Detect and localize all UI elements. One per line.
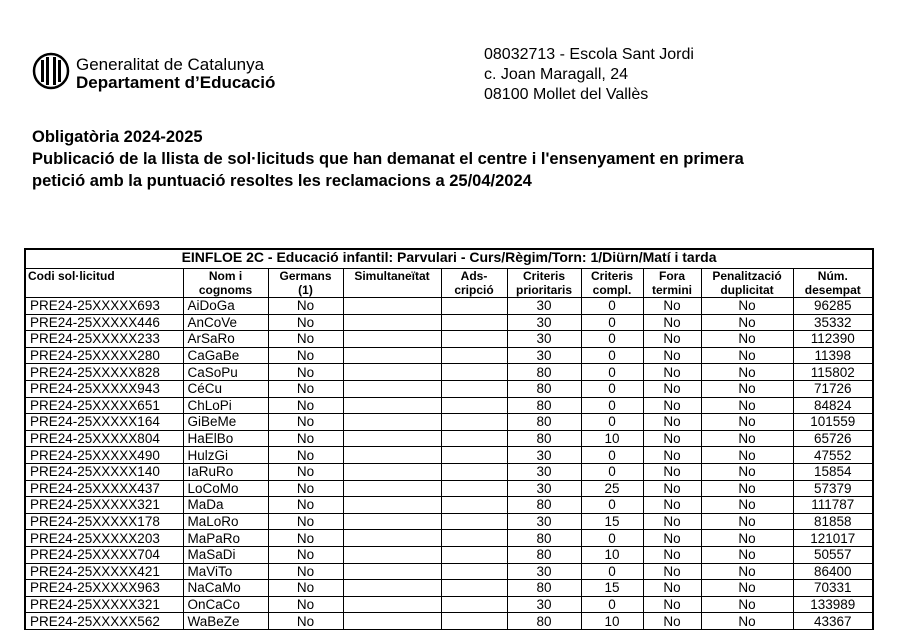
col-criteris-compl-cell: 0 xyxy=(581,298,643,315)
col-fora-termini-cell: No xyxy=(643,613,701,630)
col-nom-cell: HulzGi xyxy=(183,447,268,464)
col-simultaneitat-cell xyxy=(343,613,441,630)
col-penalitzacio-cell: No xyxy=(701,364,793,381)
table-body xyxy=(25,298,873,630)
col-criteris-compl-cell: 0 xyxy=(581,314,643,331)
table-row xyxy=(25,497,873,514)
col-penalitzacio-cell: No xyxy=(701,613,793,630)
col-penalitzacio-cell: No xyxy=(701,397,793,414)
col-adscripcio-cell xyxy=(441,613,507,630)
col-germans-header xyxy=(268,269,343,298)
col-penalitzacio-cell: No xyxy=(701,314,793,331)
col-adscripcio-cell xyxy=(441,298,507,315)
col-criteris-prioritaris-cell: 80 xyxy=(507,430,581,447)
col-fora-termini-cell: No xyxy=(643,314,701,331)
col-criteris-prioritaris-cell: 80 xyxy=(507,497,581,514)
col-fora-termini-cell: No xyxy=(643,463,701,480)
document-heading xyxy=(32,126,744,192)
col-fora-termini-cell: No xyxy=(643,513,701,530)
col-adscripcio-cell xyxy=(441,414,507,431)
col-num-desempat-cell: 57379 xyxy=(793,480,873,497)
col-germans-cell: No xyxy=(268,497,343,514)
col-criteris-compl-cell: 0 xyxy=(581,414,643,431)
org-line-1: Generalitat de Catalunya xyxy=(76,55,265,74)
org-line-2: Departament d’Educació xyxy=(76,73,276,92)
col-germans-cell: No xyxy=(268,596,343,613)
col-criteris-compl-cell: 15 xyxy=(581,580,643,597)
col-criteris-compl-cell: 0 xyxy=(581,331,643,348)
table-row xyxy=(25,364,873,381)
col-criteris-compl-cell: 15 xyxy=(581,513,643,530)
col-codi-cell: PRE24-25XXXXX437 xyxy=(25,480,183,497)
col-fora-termini-cell: No xyxy=(643,546,701,563)
col-germans-cell: No xyxy=(268,397,343,414)
col-germans-cell: No xyxy=(268,414,343,431)
col-germans-cell: No xyxy=(268,314,343,331)
col-criteris-prioritaris-cell: 30 xyxy=(507,513,581,530)
col-simultaneitat-cell xyxy=(343,546,441,563)
col-adscripcio-cell xyxy=(441,331,507,348)
col-germans-cell: No xyxy=(268,364,343,381)
col-adscripcio-cell xyxy=(441,347,507,364)
col-germans-cell: No xyxy=(268,513,343,530)
school-line-3: 08100 Mollet del Vallès xyxy=(484,86,649,103)
col-criteris-prioritaris-cell: 80 xyxy=(507,580,581,597)
col-nom-cell: WaBeZe xyxy=(183,613,268,630)
table-row xyxy=(25,480,873,497)
col-num-desempat-cell: 84824 xyxy=(793,397,873,414)
col-codi-cell: PRE24-25XXXXX233 xyxy=(25,331,183,348)
col-germans-cell: No xyxy=(268,447,343,464)
header-label-line-1: Fora xyxy=(658,269,685,283)
col-germans-cell: No xyxy=(268,380,343,397)
col-penalitzacio-cell: No xyxy=(701,347,793,364)
col-adscripcio-cell xyxy=(441,364,507,381)
table-row xyxy=(25,430,873,447)
heading-line-1: Obligatòria 2024-2025 xyxy=(32,128,203,146)
header-label-line-2: duplicitat xyxy=(720,283,774,297)
col-fora-termini-cell: No xyxy=(643,480,701,497)
col-num-desempat-cell: 101559 xyxy=(793,414,873,431)
col-codi-cell: PRE24-25XXXXX943 xyxy=(25,380,183,397)
header-label-line-2: desempat xyxy=(804,283,861,297)
applications-table-container xyxy=(24,248,872,630)
col-nom-cell: MaPaRo xyxy=(183,530,268,547)
col-germans-cell: No xyxy=(268,580,343,597)
col-num-desempat-cell: 35332 xyxy=(793,314,873,331)
col-penalitzacio-header xyxy=(701,269,793,298)
col-simultaneitat-cell xyxy=(343,298,441,315)
col-simultaneitat-cell xyxy=(343,563,441,580)
col-criteris-prioritaris-cell: 30 xyxy=(507,298,581,315)
col-num-desempat-cell: 70331 xyxy=(793,580,873,597)
col-nom-cell: MaLoRo xyxy=(183,513,268,530)
col-num-desempat-cell: 112390 xyxy=(793,331,873,348)
col-codi-cell: PRE24-25XXXXX693 xyxy=(25,298,183,315)
col-fora-termini-cell: No xyxy=(643,347,701,364)
school-line-2: c. Joan Maragall, 24 xyxy=(484,66,629,83)
col-codi-cell: PRE24-25XXXXX446 xyxy=(25,314,183,331)
col-simultaneitat-cell xyxy=(343,580,441,597)
col-codi-cell: PRE24-25XXXXX280 xyxy=(25,347,183,364)
col-adscripcio-cell xyxy=(441,314,507,331)
col-fora-termini-cell: No xyxy=(643,447,701,464)
col-penalitzacio-cell: No xyxy=(701,580,793,597)
heading-line-3: petició amb la puntuació resoltes les reclamacions a 25/04/2024 xyxy=(32,172,532,190)
col-num-desempat-cell: 15854 xyxy=(793,463,873,480)
col-criteris-prioritaris-cell: 30 xyxy=(507,596,581,613)
col-simultaneitat-cell xyxy=(343,430,441,447)
col-criteris-prioritaris-cell: 30 xyxy=(507,331,581,348)
col-penalitzacio-cell: No xyxy=(701,546,793,563)
applications-table xyxy=(24,248,874,630)
col-codi-cell: PRE24-25XXXXX651 xyxy=(25,397,183,414)
col-codi-cell: PRE24-25XXXXX164 xyxy=(25,414,183,431)
col-fora-termini-cell: No xyxy=(643,414,701,431)
col-penalitzacio-cell: No xyxy=(701,563,793,580)
table-row xyxy=(25,546,873,563)
col-adscripcio-cell xyxy=(441,563,507,580)
col-germans-cell: No xyxy=(268,331,343,348)
col-nom-cell: MaViTo xyxy=(183,563,268,580)
col-nom-cell: ChLoPi xyxy=(183,397,268,414)
col-adscripcio-cell xyxy=(441,397,507,414)
col-simultaneitat-cell xyxy=(343,497,441,514)
col-adscripcio-cell xyxy=(441,580,507,597)
table-row xyxy=(25,414,873,431)
col-germans-cell: No xyxy=(268,480,343,497)
col-num-desempat-cell: 71726 xyxy=(793,380,873,397)
col-germans-cell: No xyxy=(268,463,343,480)
col-criteris-prioritaris-header xyxy=(507,269,581,298)
header-label-line-1: Penalització xyxy=(712,269,782,283)
col-nom-header xyxy=(183,269,268,298)
col-nom-cell: MaDa xyxy=(183,497,268,514)
header-label-line-1: Ads- xyxy=(460,269,488,283)
col-fora-termini-cell: No xyxy=(643,298,701,315)
col-criteris-compl-cell: 0 xyxy=(581,497,643,514)
col-germans-cell: No xyxy=(268,546,343,563)
col-num-desempat-cell: 133989 xyxy=(793,596,873,613)
table-row xyxy=(25,447,873,464)
col-codi-cell: PRE24-25XXXXX562 xyxy=(25,613,183,630)
header-label-line-2: (1) xyxy=(298,283,313,297)
col-nom-cell: NaCaMo xyxy=(183,580,268,597)
col-adscripcio-cell xyxy=(441,447,507,464)
table-row xyxy=(25,613,873,630)
col-penalitzacio-cell: No xyxy=(701,513,793,530)
col-criteris-prioritaris-cell: 80 xyxy=(507,546,581,563)
header-label-line-1: Criteris xyxy=(590,269,634,283)
col-num-desempat-cell: 111787 xyxy=(793,497,873,514)
col-adscripcio-header xyxy=(441,269,507,298)
col-simultaneitat-cell xyxy=(343,347,441,364)
col-nom-cell: AnCoVe xyxy=(183,314,268,331)
table-header-row xyxy=(25,269,873,298)
col-simultaneitat-cell xyxy=(343,480,441,497)
col-num-desempat-cell: 81858 xyxy=(793,513,873,530)
header-label-line-1: Simultaneïtat xyxy=(354,269,430,283)
col-num-desempat-cell: 47552 xyxy=(793,447,873,464)
col-num-desempat-cell: 50557 xyxy=(793,546,873,563)
col-adscripcio-cell xyxy=(441,480,507,497)
col-penalitzacio-cell: No xyxy=(701,430,793,447)
table-row xyxy=(25,298,873,315)
col-codi-cell: PRE24-25XXXXX963 xyxy=(25,580,183,597)
col-simultaneitat-cell xyxy=(343,331,441,348)
col-nom-cell: LoCoMo xyxy=(183,480,268,497)
col-criteris-compl-cell: 25 xyxy=(581,480,643,497)
header-label-line-2: cripció xyxy=(454,283,494,297)
col-criteris-prioritaris-cell: 30 xyxy=(507,480,581,497)
col-criteris-compl-cell: 0 xyxy=(581,347,643,364)
col-codi-cell: PRE24-25XXXXX321 xyxy=(25,596,183,613)
col-num-desempat-cell: 115802 xyxy=(793,364,873,381)
col-nom-cell: IaRuRo xyxy=(183,463,268,480)
table-row xyxy=(25,563,873,580)
col-criteris-prioritaris-cell: 30 xyxy=(507,314,581,331)
col-criteris-prioritaris-cell: 30 xyxy=(507,463,581,480)
col-criteris-compl-cell: 0 xyxy=(581,380,643,397)
col-criteris-compl-cell: 0 xyxy=(581,596,643,613)
header-label-line-1: Nom i xyxy=(208,269,243,283)
col-simultaneitat-cell xyxy=(343,513,441,530)
col-adscripcio-cell xyxy=(441,380,507,397)
header-label-line-1: Criteris xyxy=(522,269,566,283)
col-fora-termini-cell: No xyxy=(643,580,701,597)
col-penalitzacio-cell: No xyxy=(701,596,793,613)
col-adscripcio-cell xyxy=(441,513,507,530)
col-simultaneitat-cell xyxy=(343,530,441,547)
col-nom-cell: OnCaCo xyxy=(183,596,268,613)
table-row xyxy=(25,380,873,397)
col-num-desempat-cell: 43367 xyxy=(793,613,873,630)
col-penalitzacio-cell: No xyxy=(701,414,793,431)
col-adscripcio-cell xyxy=(441,463,507,480)
col-codi-header xyxy=(25,269,183,298)
header-label-line-2: cognoms xyxy=(198,283,253,297)
col-criteris-prioritaris-cell: 80 xyxy=(507,414,581,431)
col-germans-cell: No xyxy=(268,298,343,315)
col-codi-cell: PRE24-25XXXXX704 xyxy=(25,546,183,563)
col-simultaneitat-cell xyxy=(343,314,441,331)
col-penalitzacio-cell: No xyxy=(701,530,793,547)
col-nom-cell: MaSaDi xyxy=(183,546,268,563)
heading-line-2: Publicació de la llista de sol·licituds que han demanat el centre i l'ensenyament en primera xyxy=(32,150,744,168)
col-criteris-compl-cell: 0 xyxy=(581,530,643,547)
table-row xyxy=(25,314,873,331)
col-nom-cell: GiBeMe xyxy=(183,414,268,431)
col-codi-cell: PRE24-25XXXXX828 xyxy=(25,364,183,381)
col-fora-termini-cell: No xyxy=(643,364,701,381)
col-criteris-prioritaris-cell: 30 xyxy=(507,347,581,364)
col-criteris-prioritaris-cell: 30 xyxy=(507,563,581,580)
col-criteris-prioritaris-cell: 80 xyxy=(507,613,581,630)
col-num-desempat-cell: 11398 xyxy=(793,347,873,364)
col-nom-cell: AiDoGa xyxy=(183,298,268,315)
col-codi-cell: PRE24-25XXXXX321 xyxy=(25,497,183,514)
col-simultaneitat-cell xyxy=(343,463,441,480)
col-adscripcio-cell xyxy=(441,497,507,514)
col-penalitzacio-cell: No xyxy=(701,463,793,480)
col-germans-cell: No xyxy=(268,563,343,580)
col-simultaneitat-cell xyxy=(343,364,441,381)
col-germans-cell: No xyxy=(268,530,343,547)
col-codi-cell: PRE24-25XXXXX804 xyxy=(25,430,183,447)
col-fora-termini-cell: No xyxy=(643,497,701,514)
school-line-1: 08032713 - Escola Sant Jordi xyxy=(484,46,694,63)
col-codi-cell: PRE24-25XXXXX140 xyxy=(25,463,183,480)
col-simultaneitat-cell xyxy=(343,414,441,431)
header-label-line-1: Núm. xyxy=(817,269,848,283)
col-adscripcio-cell xyxy=(441,596,507,613)
header-label-line-2: prioritaris xyxy=(515,283,572,297)
col-fora-termini-cell: No xyxy=(643,380,701,397)
col-adscripcio-cell xyxy=(441,430,507,447)
table-row xyxy=(25,397,873,414)
table-row xyxy=(25,596,873,613)
col-fora-termini-cell: No xyxy=(643,596,701,613)
table-row xyxy=(25,331,873,348)
col-criteris-compl-cell: 0 xyxy=(581,463,643,480)
col-num-desempat-cell: 121017 xyxy=(793,530,873,547)
col-nom-cell: CéCu xyxy=(183,380,268,397)
col-criteris-compl-cell: 0 xyxy=(581,364,643,381)
col-criteris-compl-cell: 10 xyxy=(581,430,643,447)
col-fora-termini-cell: No xyxy=(643,530,701,547)
school-address xyxy=(484,45,694,105)
header-label-line-1: Codi sol·licitud xyxy=(28,269,115,283)
header-label-line-2: termini xyxy=(651,283,692,297)
col-num-desempat-cell: 86400 xyxy=(793,563,873,580)
col-nom-cell: HaElBo xyxy=(183,430,268,447)
col-nom-cell: ArSaRo xyxy=(183,331,268,348)
col-germans-cell: No xyxy=(268,347,343,364)
col-nom-cell: CaSoPu xyxy=(183,364,268,381)
generalitat-logo-icon xyxy=(32,52,70,90)
col-germans-cell: No xyxy=(268,430,343,447)
col-criteris-compl-cell: 10 xyxy=(581,613,643,630)
col-criteris-compl-cell: 0 xyxy=(581,447,643,464)
col-penalitzacio-cell: No xyxy=(701,480,793,497)
col-fora-termini-header xyxy=(643,269,701,298)
col-fora-termini-cell: No xyxy=(643,563,701,580)
col-criteris-prioritaris-cell: 80 xyxy=(507,364,581,381)
col-penalitzacio-cell: No xyxy=(701,331,793,348)
col-penalitzacio-cell: No xyxy=(701,447,793,464)
col-adscripcio-cell xyxy=(441,546,507,563)
col-criteris-prioritaris-cell: 30 xyxy=(507,447,581,464)
col-nom-cell: CaGaBe xyxy=(183,347,268,364)
col-simultaneitat-cell xyxy=(343,447,441,464)
table-row xyxy=(25,530,873,547)
col-fora-termini-cell: No xyxy=(643,430,701,447)
col-penalitzacio-cell: No xyxy=(701,298,793,315)
col-num-desempat-cell: 96285 xyxy=(793,298,873,315)
col-criteris-prioritaris-cell: 80 xyxy=(507,397,581,414)
col-codi-cell: PRE24-25XXXXX203 xyxy=(25,530,183,547)
col-criteris-prioritaris-cell: 80 xyxy=(507,380,581,397)
col-num-desempat-cell: 65726 xyxy=(793,430,873,447)
col-codi-cell: PRE24-25XXXXX421 xyxy=(25,563,183,580)
col-simultaneitat-cell xyxy=(343,397,441,414)
col-criteris-compl-cell: 10 xyxy=(581,546,643,563)
col-criteris-compl-cell: 0 xyxy=(581,397,643,414)
col-penalitzacio-cell: No xyxy=(701,380,793,397)
col-adscripcio-cell xyxy=(441,530,507,547)
table-row xyxy=(25,580,873,597)
col-criteris-prioritaris-cell: 80 xyxy=(507,530,581,547)
col-germans-cell: No xyxy=(268,613,343,630)
col-simultaneitat-cell xyxy=(343,380,441,397)
table-caption: EINFLOE 2C - Educació infantil: Parvulari - Curs/Règim/Torn: 1/Diürn/Matí i tarda xyxy=(25,249,873,269)
col-criteris-compl-header xyxy=(581,269,643,298)
col-fora-termini-cell: No xyxy=(643,397,701,414)
col-criteris-compl-cell: 0 xyxy=(581,563,643,580)
col-simultaneitat-header xyxy=(343,269,441,298)
col-codi-cell: PRE24-25XXXXX178 xyxy=(25,513,183,530)
col-simultaneitat-cell xyxy=(343,596,441,613)
header-label-line-2: compl. xyxy=(592,283,632,297)
table-row xyxy=(25,347,873,364)
col-codi-cell: PRE24-25XXXXX490 xyxy=(25,447,183,464)
table-row xyxy=(25,463,873,480)
col-fora-termini-cell: No xyxy=(643,331,701,348)
organization-name xyxy=(76,56,275,92)
col-num-desempat-header xyxy=(793,269,873,298)
header-label-line-1: Germans xyxy=(279,269,332,283)
table-row xyxy=(25,513,873,530)
col-penalitzacio-cell: No xyxy=(701,497,793,514)
